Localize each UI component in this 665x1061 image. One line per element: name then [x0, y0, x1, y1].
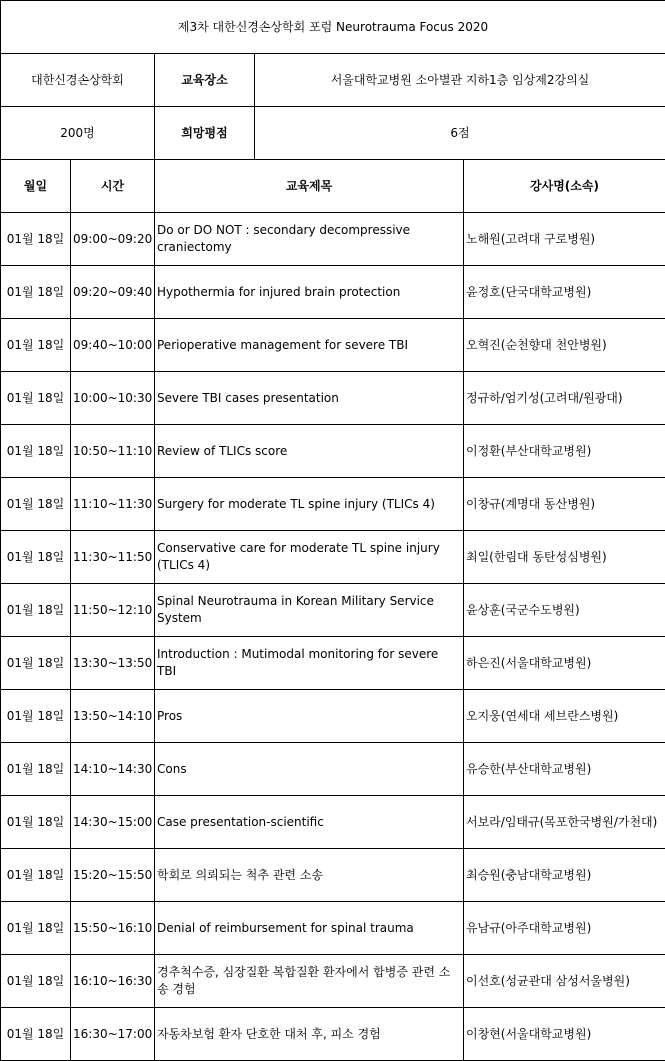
session-time: 16:30~17:00 [71, 1008, 155, 1061]
organizer-value: 대한신경손상학회 [1, 54, 155, 107]
session-topic: Conservative care for moderate TL spine injury (TLICs 4) [155, 531, 464, 584]
page-title: 제3차 대한신경손상학회 포럼 Neurotrauma Focus 2020 [1, 1, 665, 54]
session-topic: 학회로 의뢰되는 척추 관련 소송 [155, 849, 464, 902]
header-speaker: 강사명(소속) [464, 160, 665, 213]
session-speaker: 최승원(충남대학교병원) [464, 849, 665, 902]
session-date: 01월 18일 [1, 372, 71, 425]
table-row [1, 796, 665, 849]
venue-value: 서울대학교병원 소아별관 지하1층 임상제2강의실 [255, 54, 665, 107]
session-time: 11:50~12:10 [71, 584, 155, 637]
session-topic: Do or DO NOT : secondary decompressive craniectomy [155, 213, 464, 266]
session-topic: Hypothermia for injured brain protection [155, 266, 464, 319]
session-date: 01월 18일 [1, 266, 71, 319]
session-topic: Denial of reimbursement for spinal trauma [155, 902, 464, 955]
session-speaker: 오지웅(연세대 세브란스병원) [464, 690, 665, 743]
session-topic: Case presentation-scientific [155, 796, 464, 849]
session-topic: 자동차보험 환자 단호한 대처 후, 피소 경험 [155, 1008, 464, 1061]
session-date: 01월 18일 [1, 955, 71, 1008]
session-date: 01월 18일 [1, 584, 71, 637]
session-speaker: 윤정호(단국대학교병원) [464, 266, 665, 319]
session-speaker: 이창현(서울대학교병원) [464, 1008, 665, 1061]
table-row [1, 425, 665, 478]
table-row [1, 584, 665, 637]
session-date: 01월 18일 [1, 637, 71, 690]
session-time: 15:50~16:10 [71, 902, 155, 955]
session-topic: Surgery for moderate TL spine injury (TLICs 4) [155, 478, 464, 531]
session-date: 01월 18일 [1, 478, 71, 531]
table-row [1, 690, 665, 743]
table-row [1, 266, 665, 319]
session-date: 01월 18일 [1, 319, 71, 372]
session-topic: 경추척수증, 심장질환 복합질환 환자에서 합병증 관련 소송 경험 [155, 955, 464, 1008]
table-row [1, 372, 665, 425]
session-date: 01월 18일 [1, 849, 71, 902]
session-time: 09:40~10:00 [71, 319, 155, 372]
session-topic: Perioperative management for severe TBI [155, 319, 464, 372]
table-row [1, 319, 665, 372]
session-speaker: 윤상훈(국군수도병원) [464, 584, 665, 637]
session-speaker: 이창규(계명대 동산병원) [464, 478, 665, 531]
session-date: 01월 18일 [1, 902, 71, 955]
session-topic: Review of TLICs score [155, 425, 464, 478]
table-row [1, 955, 665, 1008]
session-date: 01월 18일 [1, 213, 71, 266]
session-date: 01월 18일 [1, 425, 71, 478]
session-topic: Pros [155, 690, 464, 743]
header-row [1, 160, 665, 213]
session-time: 10:50~11:10 [71, 425, 155, 478]
session-speaker: 하은진(서울대학교병원) [464, 637, 665, 690]
session-time: 14:10~14:30 [71, 743, 155, 796]
rating-value: 6점 [255, 107, 665, 160]
table-row [1, 213, 665, 266]
session-speaker: 이정환(부산대학교병원) [464, 425, 665, 478]
session-topic: Severe TBI cases presentation [155, 372, 464, 425]
session-date: 01월 18일 [1, 796, 71, 849]
capacity-row [1, 107, 665, 160]
venue-row [1, 54, 665, 107]
table-row [1, 637, 665, 690]
session-time: 16:10~16:30 [71, 955, 155, 1008]
session-time: 15:20~15:50 [71, 849, 155, 902]
session-time: 09:20~09:40 [71, 266, 155, 319]
table-row [1, 478, 665, 531]
session-topic: Introduction : Mutimodal monitoring for severe TBI [155, 637, 464, 690]
table-row [1, 902, 665, 955]
session-time: 14:30~15:00 [71, 796, 155, 849]
title-row [1, 1, 665, 54]
table-row [1, 849, 665, 902]
header-time: 시간 [71, 160, 155, 213]
session-speaker: 최일(한림대 동탄성심병원) [464, 531, 665, 584]
session-time: 13:50~14:10 [71, 690, 155, 743]
session-time: 11:30~11:50 [71, 531, 155, 584]
table-row [1, 1008, 665, 1061]
session-topic: Cons [155, 743, 464, 796]
rating-label: 희망평점 [155, 107, 255, 160]
header-date: 월일 [1, 160, 71, 213]
header-topic: 교육제목 [155, 160, 464, 213]
session-speaker: 이선호(성균관대 삼성서울병원) [464, 955, 665, 1008]
session-date: 01월 18일 [1, 690, 71, 743]
table-row [1, 531, 665, 584]
session-time: 10:00~10:30 [71, 372, 155, 425]
capacity-value: 200명 [1, 107, 155, 160]
session-topic: Spinal Neurotrauma in Korean Military Service System [155, 584, 464, 637]
session-date: 01월 18일 [1, 1008, 71, 1061]
session-speaker: 유승한(부산대학교병원) [464, 743, 665, 796]
session-speaker: 유남규(아주대학교병원) [464, 902, 665, 955]
session-date: 01월 18일 [1, 743, 71, 796]
session-speaker: 정규하/엄기성(고려대/원광대) [464, 372, 665, 425]
session-time: 13:30~13:50 [71, 637, 155, 690]
session-speaker: 서보라/임태규(목포한국병원/가천대) [464, 796, 665, 849]
venue-label: 교육장소 [155, 54, 255, 107]
session-speaker: 오혁진(순천향대 천안병원) [464, 319, 665, 372]
table-row [1, 743, 665, 796]
session-time: 09:00~09:20 [71, 213, 155, 266]
session-speaker: 노해원(고려대 구로병원) [464, 213, 665, 266]
session-rows [1, 213, 665, 1061]
session-time: 11:10~11:30 [71, 478, 155, 531]
session-date: 01월 18일 [1, 531, 71, 584]
